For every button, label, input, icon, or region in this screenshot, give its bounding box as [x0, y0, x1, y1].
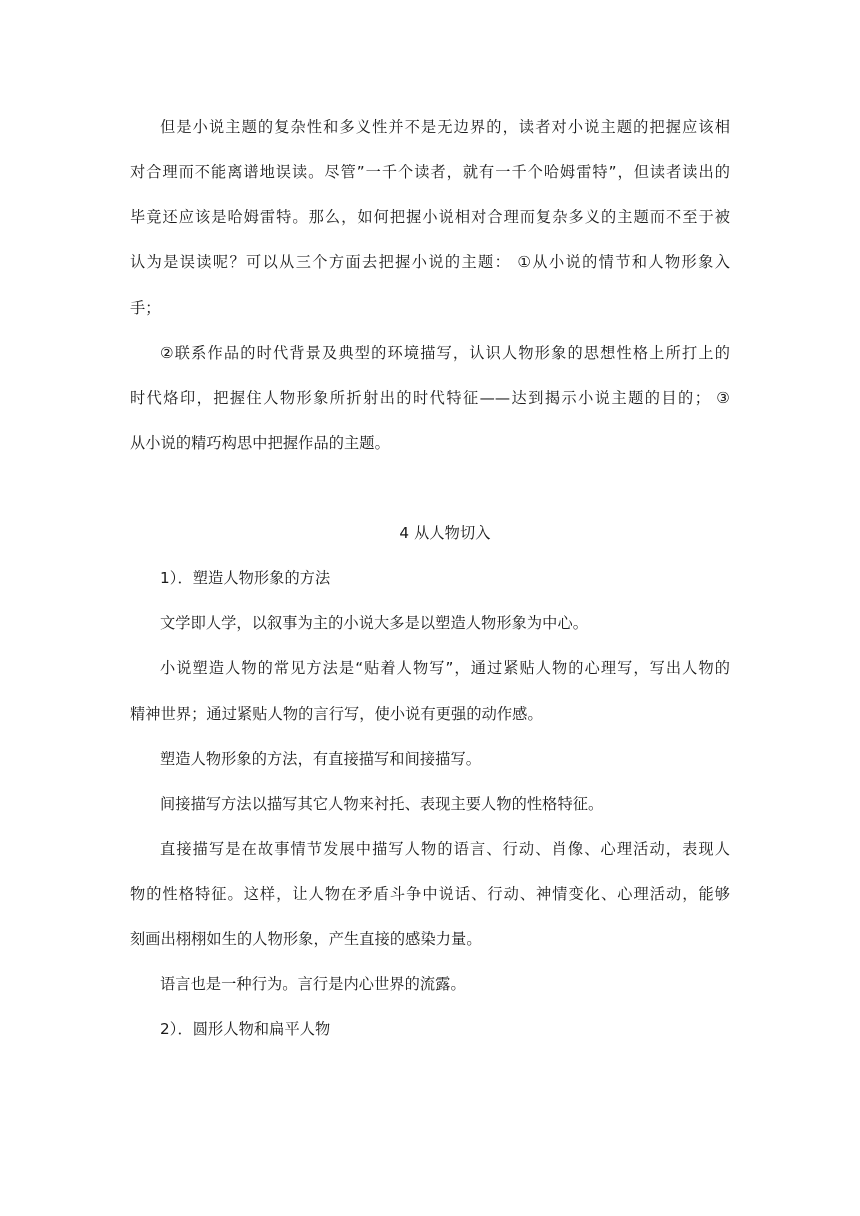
- paragraph-language: 语言也是一种行为。言行是内心世界的流露。: [160, 975, 466, 993]
- paragraph2-line3: 从小说的精巧构思中把握作品的主题。: [130, 434, 390, 452]
- paragraph1-line4: 认为是误读呢？可以从三个方面去把握小说的主题： ①从小说的情节和人物形象入: [130, 253, 730, 271]
- paragraph1-line5: 手；: [130, 299, 161, 317]
- paragraph2-line2: 时代烙印，把握住人物形象所折射出的时代特征——达到揭示小说主题的目的； ③: [130, 389, 730, 407]
- paragraph-indirect: 间接描写方法以描写其它人物来衬托、表现主要人物的性格特征。: [160, 795, 604, 813]
- subheading-2: 2）．圆形人物和扁平人物: [160, 1020, 331, 1038]
- section-heading: 4 从人物切入: [399, 524, 491, 542]
- paragraph-direct-line2: 物的性格特征。这样，让人物在矛盾斗争中说话、行动、神情变化、心理活动，能够: [130, 885, 730, 903]
- paragraph-literature: 文学即人学，以叙事为主的小说大多是以塑造人物形象为中心。: [160, 614, 589, 632]
- paragraph-direct-line1: 直接描写是在故事情节发展中描写人物的语言、行动、肖像、心理活动，表现人: [160, 840, 730, 858]
- paragraph-common-method-line1: 小说塑造人物的常见方法是“贴着人物写”，通过紧贴人物的心理写，写出人物的: [160, 659, 730, 677]
- paragraph2-line1: ②联系作品的时代背景及典型的环境描写，认识人物形象的思想性格上所打上的: [160, 344, 730, 362]
- paragraph-direct-line3: 刻画出栩栩如生的人物形象，产生直接的感染力量。: [130, 930, 482, 948]
- paragraph1-line1: 但是小说主题的复杂性和多义性并不是无边界的，读者对小说主题的把握应该相: [160, 118, 730, 136]
- subheading-1: 1）．塑造人物形象的方法: [160, 569, 331, 587]
- paragraph-methods: 塑造人物形象的方法，有直接描写和间接描写。: [160, 750, 482, 768]
- paragraph-common-method-line2: 精神世界；通过紧贴人物的言行写，使小说有更强的动作感。: [130, 705, 543, 723]
- paragraph1-line3: 毕竟还应该是哈姆雷特。那么，如何把握小说相对合理而复杂多义的主题而不至于被: [130, 208, 730, 226]
- paragraph1-line2: 对合理而不能离谱地误读。尽管”一千个读者，就有一千个哈姆雷特”，但读者读出的: [130, 163, 730, 181]
